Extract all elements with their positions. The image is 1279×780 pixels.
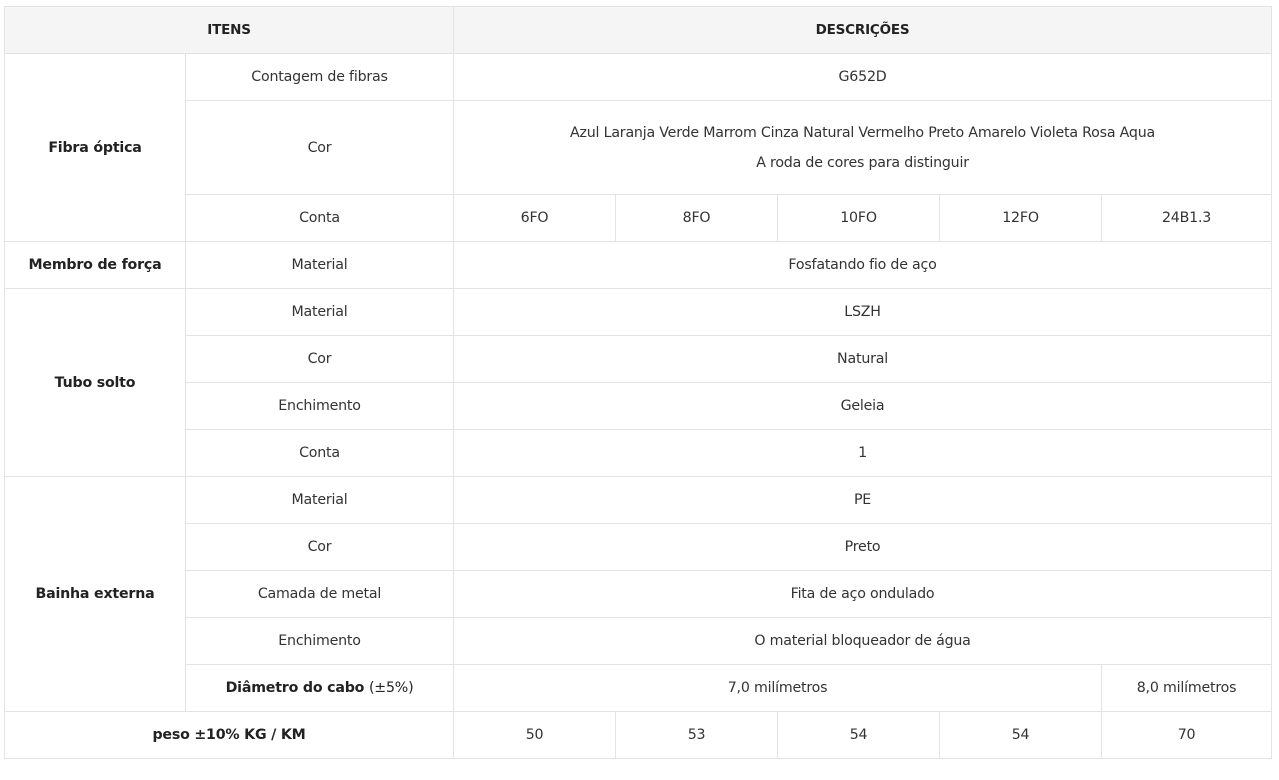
table-row	[5, 712, 1272, 759]
diametro-value: 8,0 milímetros	[1102, 665, 1272, 712]
conta-value: 10FO	[778, 195, 940, 242]
row-label: Material	[186, 242, 454, 289]
row-label: Cor	[186, 101, 454, 195]
table-row	[5, 289, 1272, 336]
conta-value: 8FO	[616, 195, 778, 242]
row-value: PE	[454, 477, 1272, 524]
header-itens: ITENS	[5, 7, 454, 54]
row-label: Material	[186, 289, 454, 336]
group-membro-de-forca: Membro de força	[5, 242, 186, 289]
row-value: Fita de aço ondulado	[454, 571, 1272, 618]
row-label: Camada de metal	[186, 571, 454, 618]
row-value: G652D	[454, 54, 1272, 101]
row-value: O material bloqueador de água	[454, 618, 1272, 665]
header-row	[5, 7, 1272, 54]
diametro-value: 7,0 milímetros	[454, 665, 1102, 712]
table-row	[5, 477, 1272, 524]
table-row	[5, 101, 1272, 195]
fiber-colors-note: A roda de cores para distinguir	[756, 154, 969, 171]
row-label: Enchimento	[186, 383, 454, 430]
group-tubo-solto: Tubo solto	[5, 289, 186, 477]
table-row	[5, 665, 1272, 712]
table-row	[5, 242, 1272, 289]
table-row	[5, 195, 1272, 242]
group-bainha-externa: Bainha externa	[5, 477, 186, 712]
conta-value: 24B1.3	[1102, 195, 1272, 242]
row-label: Conta	[186, 430, 454, 477]
peso-value: 53	[616, 712, 778, 759]
peso-value: 70	[1102, 712, 1272, 759]
row-value: Geleia	[454, 383, 1272, 430]
fiber-colors-text: Azul Laranja Verde Marrom Cinza Natural Vermelho Preto Amarelo Violeta Rosa Aqua	[570, 124, 1156, 141]
row-label: Cor	[186, 336, 454, 383]
row-label: Contagem de fibras	[186, 54, 454, 101]
peso-value: 50	[454, 712, 616, 759]
peso-value: 54	[778, 712, 940, 759]
row-value-cor	[454, 101, 1272, 195]
peso-value: 54	[940, 712, 1102, 759]
row-label: Cor	[186, 524, 454, 571]
spec-table	[4, 6, 1272, 759]
row-value: 1	[454, 430, 1272, 477]
row-value: LSZH	[454, 289, 1272, 336]
group-fibra-optica: Fibra óptica	[5, 54, 186, 242]
header-descricoes: DESCRIÇÕES	[454, 7, 1272, 54]
row-label: Material	[186, 477, 454, 524]
table-row	[5, 524, 1272, 571]
table-row	[5, 618, 1272, 665]
table-row	[5, 54, 1272, 101]
row-label: Conta	[186, 195, 454, 242]
peso-label: peso ±10% KG / KM	[5, 712, 454, 759]
conta-value: 6FO	[454, 195, 616, 242]
row-value: Preto	[454, 524, 1272, 571]
table-row	[5, 430, 1272, 477]
row-value: Fosfatando fio de aço	[454, 242, 1272, 289]
table-row	[5, 571, 1272, 618]
diametro-label: Diâmetro do cabo	[225, 680, 365, 696]
conta-value: 12FO	[940, 195, 1102, 242]
diametro-tolerance: (±5%)	[368, 680, 414, 696]
table-row	[5, 383, 1272, 430]
table-row	[5, 336, 1272, 383]
row-label: Enchimento	[186, 618, 454, 665]
row-value: Natural	[454, 336, 1272, 383]
row-label-diametro	[186, 665, 454, 712]
